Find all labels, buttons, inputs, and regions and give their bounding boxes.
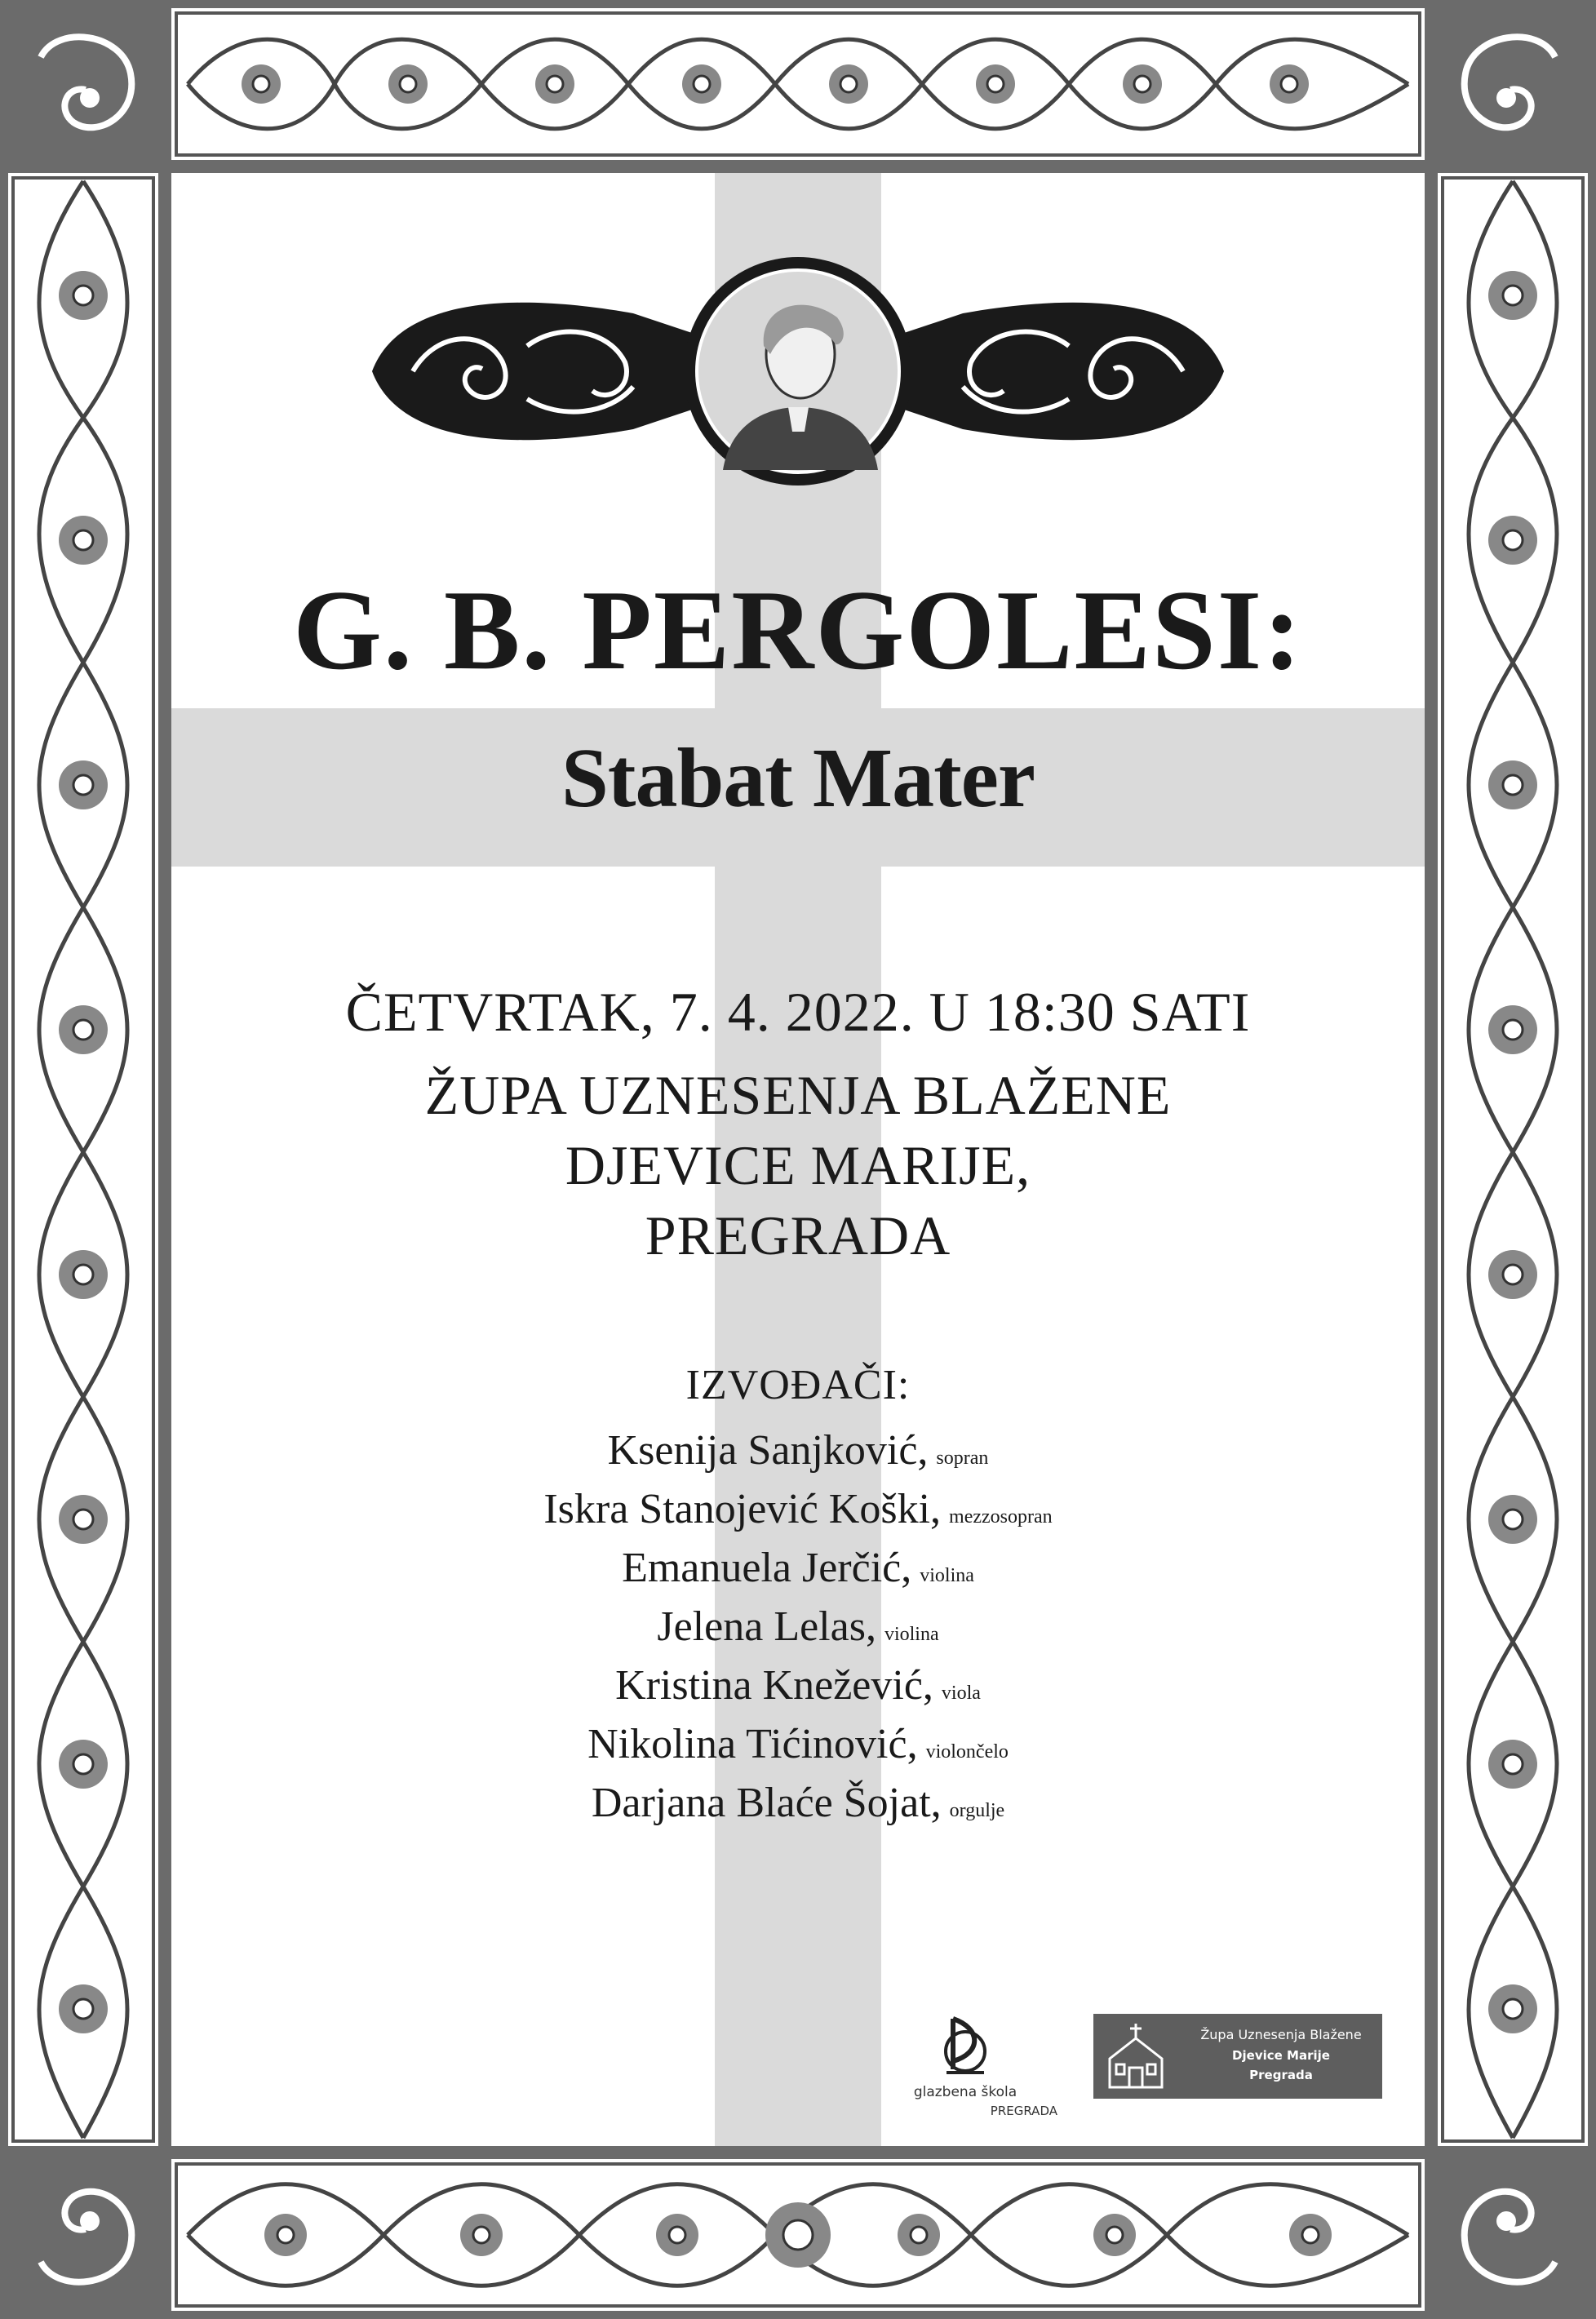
school-name-line-1: glazbena škola: [913, 2084, 1017, 2100]
corner-ornament-bottom-right: [1438, 2159, 1588, 2311]
parish-logo: [1093, 2014, 1382, 2099]
performer-row: [171, 1598, 1425, 1656]
bottom-floral-pattern: [171, 2159, 1425, 2311]
performer-role: viola: [941, 1683, 981, 1704]
performer-name: Ksenija Sanjković,: [607, 1427, 929, 1474]
corner-ornament-bottom-left: [8, 2159, 158, 2311]
event-venue-line-2: DJEVICE MARIJE,: [565, 1134, 1031, 1196]
performer-name: Nikolina Tićinović,: [587, 1721, 918, 1767]
top-ornament-band: [171, 8, 1425, 160]
event-venue-line-3: PREGRADA: [645, 1204, 951, 1266]
performer-row: [171, 1539, 1425, 1598]
performer-role: sopran: [936, 1448, 989, 1469]
performer-name: Jelena Lelas,: [657, 1603, 876, 1650]
performer-name: Darjana Blaće Šojat,: [591, 1780, 942, 1826]
performer-role: violončelo: [925, 1741, 1009, 1763]
event-datetime: ČETVRTAK, 7. 4. 2022. U 18:30 SATI: [345, 981, 1251, 1043]
right-floral-pattern: [1438, 173, 1588, 2146]
performer-role: violina: [920, 1565, 974, 1586]
composer-portrait-cartouche: [364, 256, 1232, 486]
performers-list: [171, 1421, 1425, 1833]
performer-row: [171, 1656, 1425, 1715]
performer-row: [171, 1421, 1425, 1480]
bottom-ornament-band: [171, 2159, 1425, 2311]
event-venue-line-1: ŽUPA UZNESENJA BLAŽENE: [424, 1064, 1172, 1126]
performer-role: violina: [884, 1624, 939, 1645]
performer-name: Emanuela Jerčić,: [622, 1545, 912, 1591]
left-floral-pattern: [8, 173, 158, 2146]
performers-heading: IZVOĐAČI:: [685, 1362, 911, 1408]
performer-row: [171, 1715, 1425, 1774]
school-name-line-2: PREGRADA: [990, 2104, 1057, 2118]
composer-name: G. B. PERGOLESI:: [293, 567, 1303, 694]
music-school-logo: [904, 2012, 1057, 2133]
parish-name-line-3: Pregrada: [1249, 2068, 1313, 2082]
performer-role: orgulje: [949, 1800, 1005, 1821]
parish-name-line-2: Djevice Marije: [1232, 2048, 1330, 2063]
corner-ornament-top-right: [1438, 8, 1588, 160]
performer-role: mezzosopran: [949, 1506, 1053, 1528]
performer-row: [171, 1480, 1425, 1539]
composer-portrait: [364, 256, 1232, 486]
music-school-emblem-icon: [904, 2012, 1026, 2082]
performer-name: Kristina Knežević,: [615, 1662, 933, 1709]
poster-content-area: [171, 173, 1425, 2146]
left-ornament-band: [8, 173, 158, 2146]
performer-row: [171, 1774, 1425, 1833]
corner-ornament-top-left: [8, 8, 158, 160]
right-ornament-band: [1438, 173, 1588, 2146]
church-icon: [1093, 2014, 1178, 2099]
top-floral-pattern: [171, 8, 1425, 160]
work-title: Stabat Mater: [561, 731, 1035, 825]
performer-name: Iskra Stanojević Koški,: [543, 1486, 942, 1532]
parish-name-line-1: Župa Uznesenja Blažene: [1200, 2027, 1362, 2042]
